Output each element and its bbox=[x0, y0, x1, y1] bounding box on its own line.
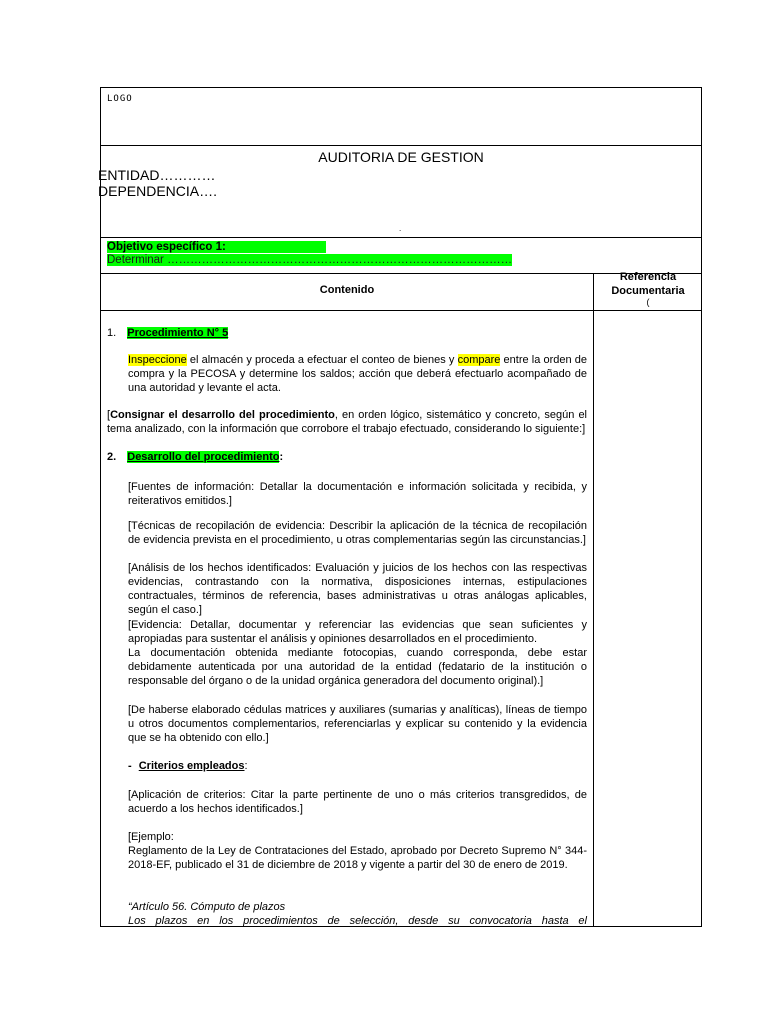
referencia-header-line2: Documentaria bbox=[611, 285, 685, 297]
fuentes-paragraph: [Fuentes de información: Detallar la documentación e información solicitada y recibida, y reiterativos emitidos.] bbox=[128, 481, 587, 507]
open-bracket: [ bbox=[107, 409, 111, 421]
audit-form-table bbox=[100, 87, 702, 927]
referencia-header-line1: Referencia bbox=[619, 271, 677, 283]
tecnicas-paragraph: [Técnicas de recopilación de evidencia: Describir la aplicación de la técnica de recopilación de evidencia prevista en el procedimiento, u otras complementarias según las circunstancias.] bbox=[128, 520, 587, 546]
articulo-title: “Artículo 56. Cómputo de plazos bbox=[128, 901, 286, 913]
document-title: AUDITORIA DE GESTION bbox=[318, 149, 484, 165]
section-2-heading bbox=[107, 450, 587, 464]
entity-block bbox=[98, 167, 217, 199]
ejemplo-label: [Ejemplo: bbox=[128, 831, 174, 843]
section-1-title: Procedimiento N° 5 bbox=[127, 327, 229, 339]
criterios-colon: : bbox=[244, 760, 248, 772]
plazos-text: Los plazos en los procedimientos de selección, desde su convocatoria hasta el bbox=[128, 915, 587, 927]
section-1-paragraph bbox=[128, 353, 587, 395]
objective-text: Determinar ……………………………………………………………………………… bbox=[107, 254, 513, 266]
section-1-number: 1. bbox=[107, 327, 117, 339]
referencia-header bbox=[593, 270, 703, 306]
logo-placeholder: LOGO bbox=[107, 94, 133, 104]
referencia-header-line3: ( bbox=[646, 297, 650, 307]
documentacion-text: La documentación obtenida mediante fotocopias, cuando corresponda, debe estar debidamente autenticada por una autoridad de la entidad (fedatario de la institución o responsable del órgano o de la unidad orgánica generadora del documento original).] bbox=[128, 647, 587, 687]
entidad-label: ENTIDAD………… bbox=[98, 167, 216, 183]
divider bbox=[101, 145, 701, 146]
ejemplo-paragraph bbox=[128, 830, 587, 872]
criterios-title: Criterios empleados bbox=[138, 760, 245, 772]
criterios-dash: - bbox=[128, 760, 132, 772]
section-1-heading bbox=[107, 326, 587, 340]
evidencia-paragraph bbox=[128, 618, 587, 688]
divider bbox=[101, 237, 701, 238]
aplicacion-paragraph: [Aplicación de criterios: Citar la parte pertinente de uno o más criterios transgredidos, de acuerdo a los hechos identificados.] bbox=[128, 789, 587, 815]
objective-label: Objetivo específico 1: bbox=[107, 241, 326, 253]
consignar-paragraph bbox=[107, 408, 587, 436]
section-2-number: 2. bbox=[107, 451, 117, 463]
dependencia-label: DEPENDENCIA…. bbox=[98, 183, 218, 199]
cedulas-paragraph: [De haberse elaborado cédulas matrices y auxiliares (sumarias y analíticas), líneas de tiempo u otros documentos complementarios, referenciarlas y explicar su contenido y la evidencia que se ha obtenido con ello.] bbox=[128, 704, 587, 744]
dot-mark: . bbox=[399, 224, 402, 233]
reglamento-text: Reglamento de la Ley de Contrataciones del Estado, aprobado por Decreto Supremo N° 344-2018-EF, publicado el 31 de diciembre de 2018 y vigente a partir del 30 de enero de 2019. bbox=[128, 845, 587, 871]
section-2-colon: : bbox=[279, 451, 284, 463]
divider bbox=[101, 310, 701, 311]
objective-block bbox=[107, 241, 512, 267]
inspeccione-word: Inspeccione bbox=[128, 354, 187, 366]
consignar-rest: , en orden lógico, sistemático y concreto, según el tema analizado, con la información que corrobore el trabajo efectuado, considerando lo siguiente:] bbox=[107, 409, 588, 435]
compare-word: compare bbox=[457, 354, 501, 366]
consignar-bold: Consignar el desarrollo del procedimiento bbox=[110, 409, 335, 421]
section-1-text-a: el almacén y proceda a efectuar el conteo de bienes y bbox=[186, 354, 458, 366]
analisis-paragraph: [Análisis de los hechos identificados: Evaluación y juicios de los hechos con las respectivas evidencias, contrastando con la normativa, disposiciones internas, estipulaciones contractuales, términos de referencia, bases administrativas u otras análogas aplicables, según el caso.] bbox=[128, 562, 587, 616]
contenido-header: Contenido bbox=[319, 284, 375, 296]
criterios-heading bbox=[128, 759, 587, 773]
section-1-text-b: entre la orden de compra y la PECOSA y determine los saldos; acción que deberá efectuarlo acompañado de una autoridad y levante el acta. bbox=[128, 354, 587, 394]
evidencia-text: [Evidencia: Detallar, documentar y referenciar las evidencias que sean suficientes y apropiadas para sustentar el análisis y opiniones desarrollados en el procedimiento. bbox=[128, 619, 587, 645]
section-2-title: Desarrollo del procedimiento bbox=[127, 451, 280, 463]
column-divider bbox=[593, 273, 594, 926]
articulo-quote bbox=[128, 900, 587, 928]
